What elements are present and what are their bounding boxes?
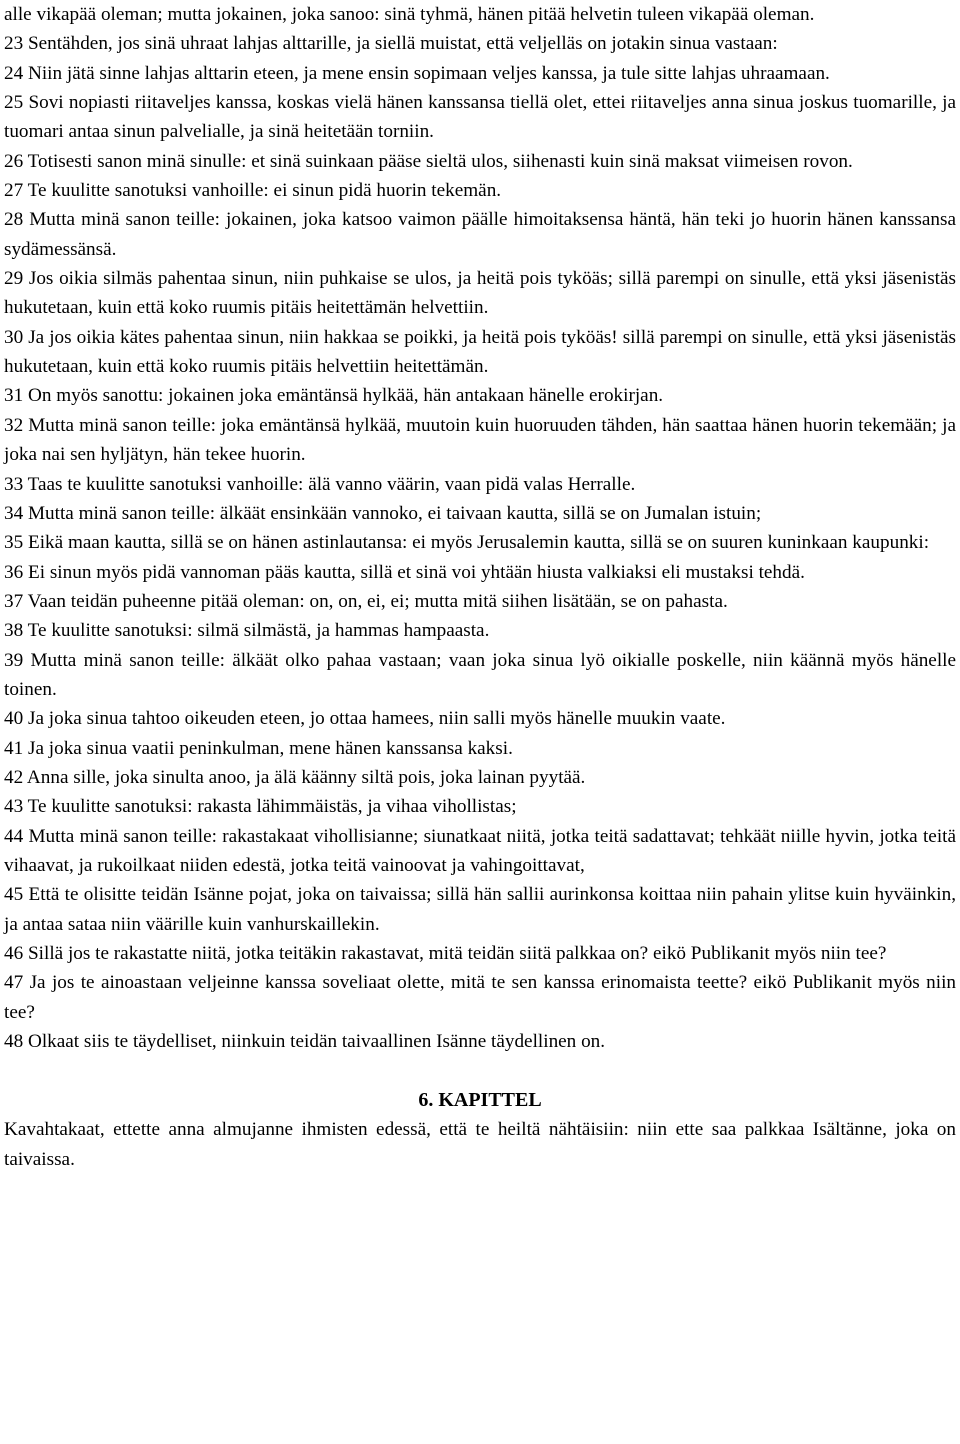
verse-39: 39 Mutta minä sanon teille: älkäät olko pahaa vastaan; vaan joka sinua lyö oikialle poskelle, niin käännä myös hänelle toinen. [4,649,956,700]
verse-32: 32 Mutta minä sanon teille: joka emäntänsä hylkää, muutoin kuin huoruuden tähden, hän saattaa hänen huorin tekemään; ja joka nai sen hyljätyn, hän tekee huorin. [4,414,956,466]
verse-35: 35 Eikä maan kautta, sillä se on hänen astinlautansa: ei myös Jerusalemin kautta, sillä se on suuren kuninkaan kaupunki: [4,532,930,554]
verse-29: 29 Jos oikia silmäs pahentaa sinun, niin puhkaise se ulos, ja heitä pois tyköäs; sillä parempi on sinulle, että yksi jäsenistäs hukutetaan, kuin että koko ruumis pitäis heitettämän helvettiin. [4,268,956,319]
verse-23: 23 Sentähden, jos sinä uhraat lahjas alttarille, ja siellä muistat, että veljelläs on jotakin sinua vastaan: [4,33,778,55]
chapter-intro: Kavahtakaat, ettette anna almujanne ihmisten edessä, että te heiltä nähtäisiin: niin ette saa palkkaa Isältänne, joka on taivaissa. [4,1119,956,1170]
verse-31: 31 On myös sanottu: jokainen joka emäntänsä hylkää, hän antakaan hänelle erokirjan. [4,385,664,407]
verse-48: 48 Olkaat siis te täydelliset, niinkuin teidän taivaallinen Isänne täydellinen on. [4,1031,606,1053]
verse-42: 42 Anna sille, joka sinulta anoo, ja älä käänny siltä pois, joka lainan pyytää. [4,766,586,788]
verse-43: 43 Te kuulitte sanotuksi: rakasta lähimmäistäs, ja vihaa vihollistas; [4,796,517,818]
verse-continuation: alle vikapää oleman; mutta jokainen, joka sanoo: sinä tyhmä, hänen pitää helvetin tuleen vikapää oleman. [4,4,815,25]
verse-30: 30 Ja jos oikia kätes pahentaa sinun, niin hakkaa se poikki, ja heitä pois tyköäs! sillä parempi on sinulle, että yksi jäsenistäs hukutetaan, kuin että koko ruumis pitäis helvettiin heitettämän. [4,326,956,378]
verse-33: 33 Taas te kuulitte sanotuksi vanhoille: älä vanno väärin, vaan pidä valas Herralle. [4,473,636,495]
verse-26: 26 Totisesti sanon minä sinulle: et sinä suinkaan pääse sieltä ulos, siihenasti kuin sinä maksat viimeisen rovon. [4,150,853,172]
chapter-heading: 6. KAPITTEL [418,1089,542,1112]
verse-36: 36 Ei sinun myös pidä vannoman pääs kautta, sillä et sinä voi yhtään hiusta valkiaksi eli mustaksi tehdä. [4,561,805,583]
verse-27: 27 Te kuulitte sanotuksi vanhoille: ei sinun pidä huorin tekemän. [4,180,502,202]
verse-25: 25 Sovi nopiasti riitaveljes kanssa, koskas vielä hänen kanssansa tiellä olet, ettei riitaveljes anna sinua joskus tuomarille, ja tuomari antaa sinun palvelialle, ja sinä heitetään torniin. [4,92,956,143]
verse-38: 38 Te kuulitte sanotuksi: silmä silmästä, ja hammas hampaasta. [4,620,490,642]
document-page [4,0,956,1174]
verse-34: 34 Mutta minä sanon teille: älkäät ensinkään vannoko, ei taivaan kautta, sillä se on Jumalan istuin; [4,502,762,524]
verse-40: 40 Ja joka sinua tahtoo oikeuden eteen, jo ottaa hamees, niin salli myös hänelle muukin vaate. [4,708,726,730]
verse-28: 28 Mutta minä sanon teille: jokainen, joka katsoo vaimon päälle himoitaksensa häntä, hän teki jo huorin hänen kanssansa sydämessänsä. [4,209,956,260]
verse-24: 24 Niin jätä sinne lahjas alttarin eteen, ja mene ensin sopimaan veljes kanssa, ja tule sitte lahjas uhraamaan. [4,62,830,84]
verse-47: 47 Ja jos te ainoastaan veljeinne kanssa soveliaat olette, mitä te sen kanssa erinomaista teette? eikö Publikanit myös niin tee? [4,972,956,1023]
verse-37: 37 Vaan teidän puheenne pitää oleman: on, on, ei, ei; mutta mitä siihen lisätään, se on pahasta. [4,590,728,612]
verse-45: 45 Että te olisitte teidän Isänne pojat, joka on taivaissa; sillä hän sallii aurinkonsa koittaa niin pahain ylitse kuin hyväinkin, ja antaa sataa niin väärille kuin vanhurskaillekin. [4,884,956,935]
verse-44: 44 Mutta minä sanon teille: rakastakaat vihollisianne; siunatkaat niitä, jotka teitä sadattavat; tehkäät niille hyvin, jotka teitä vihaavat, ja rukoilkaat niiden edestä, jotka teitä vainoovat ja vahingoittavat, [4,825,956,876]
verse-46: 46 Sillä jos te rakastatte niitä, jotka teitäkin rakastavat, mitä teidän siitä palkkaa on? eikö Publikanit myös niin tee? [4,943,887,964]
verse-41: 41 Ja joka sinua vaatii peninkulman, mene hänen kanssansa kaksi. [4,737,513,759]
